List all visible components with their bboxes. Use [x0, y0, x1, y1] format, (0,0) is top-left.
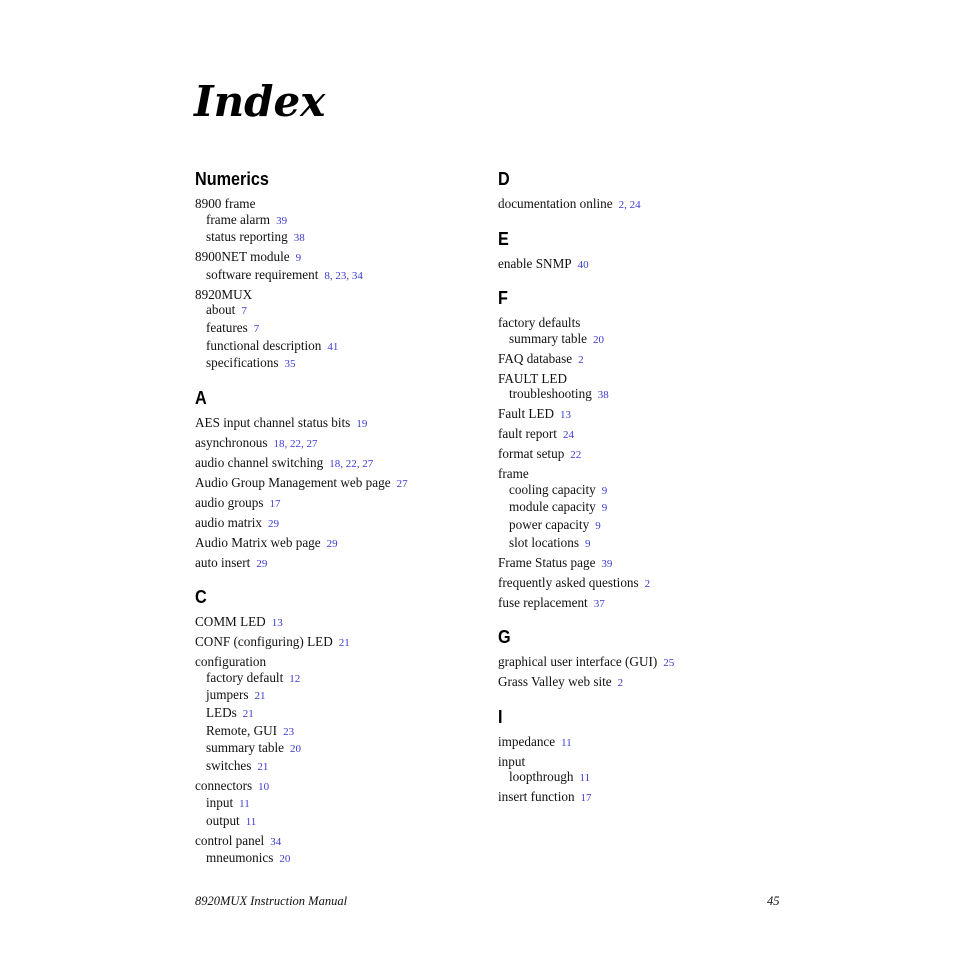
index-term: power capacity [509, 517, 590, 533]
index-subentry [195, 338, 485, 356]
index-subentry [195, 705, 485, 723]
index-term: fault report [498, 426, 557, 442]
page-link[interactable]: 41 [327, 340, 339, 353]
page-references [268, 518, 279, 530]
index-subentry [498, 535, 788, 553]
index-term: LEDs [206, 704, 237, 720]
footer-page-number: 45 [767, 894, 780, 908]
index-term: fuse replacement [498, 594, 588, 610]
index-section-list [498, 734, 788, 807]
index-entry [498, 256, 788, 274]
index-subentry [195, 723, 485, 741]
page-separator: , [356, 457, 363, 470]
page-link[interactable]: 20 [279, 853, 291, 866]
section-heading: G [498, 627, 511, 648]
index-entry [195, 515, 485, 533]
page-references [279, 853, 290, 865]
page-references [329, 458, 373, 470]
page-link[interactable]: 18 [273, 437, 285, 450]
page-separator: , [301, 437, 307, 450]
page-references [594, 598, 605, 610]
page-references [290, 743, 301, 755]
index-term: audio channel switching [195, 454, 324, 470]
index-term: factory default [206, 669, 284, 685]
index-entry [195, 435, 485, 453]
index-entry [195, 475, 485, 493]
page-link[interactable]: 2 [644, 577, 651, 590]
page-references [256, 558, 267, 570]
page-link[interactable]: 17 [269, 497, 281, 510]
index-subentry [498, 517, 788, 535]
index-term: input [206, 795, 234, 811]
page-references [255, 690, 266, 702]
index-term: output [206, 812, 240, 828]
index-term: factory defaults [498, 315, 581, 331]
index-subentry [195, 212, 485, 230]
index-entry [498, 371, 788, 387]
index-entry [498, 555, 788, 573]
page-references [619, 199, 641, 211]
page-references [570, 449, 581, 461]
index-term: summary table [509, 330, 588, 346]
page-references [598, 389, 609, 401]
page-references [272, 617, 283, 629]
index-subentry [498, 769, 788, 787]
page-link[interactable]: 19 [356, 417, 368, 430]
index-entry [195, 415, 485, 433]
index-term: module capacity [509, 499, 596, 515]
index-entry [195, 455, 485, 473]
index-entry [498, 466, 788, 482]
index-column-right [498, 166, 788, 807]
page-link[interactable]: 11 [239, 798, 250, 811]
index-entry [195, 495, 485, 513]
section-heading: C [195, 587, 207, 608]
index-term: CONF (configuring) LED [195, 634, 333, 650]
index-term: features [206, 319, 248, 335]
page-references [276, 215, 287, 227]
index-term: frame [498, 466, 529, 482]
index-section-list [195, 196, 485, 373]
index-term: cooling capacity [509, 481, 596, 497]
section-heading: D [498, 169, 510, 189]
index-term: auto insert [195, 554, 251, 570]
page-references [602, 502, 608, 514]
index-subentry [498, 386, 788, 404]
page-references [579, 772, 590, 784]
index-term: loopthrough [509, 769, 574, 785]
index-section-list [498, 196, 788, 214]
page-link[interactable]: 11 [245, 815, 257, 828]
index-term: 8900NET module [195, 249, 290, 265]
page-references [563, 429, 574, 441]
page-link[interactable]: 20 [290, 743, 302, 756]
page-separator: , [340, 457, 346, 470]
page-link[interactable]: 34 [270, 835, 282, 848]
index-term: COMM LED [195, 614, 266, 630]
page-link[interactable]: 35 [284, 358, 296, 371]
index-entry [498, 789, 788, 807]
index-entry [195, 778, 485, 796]
index-subentry [195, 302, 485, 320]
index-entry [498, 406, 788, 424]
index-section-list [498, 654, 788, 692]
index-section-list [498, 315, 788, 612]
index-term: mneumonics [206, 850, 274, 866]
index-term: 8920MUX [195, 286, 253, 302]
page-link[interactable]: 21 [254, 690, 266, 703]
page-link[interactable]: 9 [601, 484, 608, 497]
page-link[interactable]: 21 [338, 637, 350, 650]
page-link[interactable]: 2 [618, 199, 625, 211]
index-entry [195, 249, 485, 267]
page-references [254, 323, 260, 335]
page-references [294, 232, 305, 244]
page-link[interactable]: 25 [663, 657, 675, 670]
page-link[interactable]: 12 [289, 672, 301, 685]
page-references [283, 726, 294, 738]
page-references [663, 657, 674, 669]
page-references [578, 259, 589, 271]
page-link[interactable]: 27 [396, 477, 408, 490]
index-term: functional description [206, 337, 322, 353]
index-subentry [195, 320, 485, 338]
index-term: graphical user interface (GUI) [498, 654, 658, 670]
index-term: about [206, 302, 236, 318]
page-separator: , [624, 199, 630, 211]
index-term: FAULT LED [498, 370, 567, 386]
index-entry [498, 595, 788, 613]
page-link[interactable]: 13 [560, 409, 572, 422]
index-subentry [498, 499, 788, 517]
page-link[interactable]: 18 [329, 457, 341, 470]
index-entry [195, 287, 485, 303]
page-link[interactable]: 40 [577, 258, 589, 271]
section-heading: E [498, 228, 509, 249]
index-term: impedance [498, 733, 556, 749]
page-references [327, 538, 338, 550]
index-term: AES input channel status bits [195, 414, 351, 430]
page-link[interactable]: 21 [242, 707, 254, 720]
index-term: Audio Group Management web page [195, 474, 391, 490]
index-entry [498, 351, 788, 369]
index-entry [498, 315, 788, 331]
index-entry [195, 634, 485, 652]
index-term: slot locations [509, 534, 579, 550]
index-section-list [498, 256, 788, 274]
index-entry [498, 674, 788, 692]
index-entry [498, 426, 788, 444]
page-references [324, 270, 363, 282]
index-term: Audio Matrix web page [195, 534, 321, 550]
page-separator: , [284, 437, 291, 450]
page-references [593, 334, 604, 346]
page-link[interactable]: 22 [345, 457, 357, 470]
index-entry [498, 575, 788, 593]
page-link[interactable]: 29 [326, 537, 338, 550]
page-link[interactable]: 39 [601, 557, 613, 570]
page-references [339, 637, 350, 649]
page-link[interactable]: 23 [335, 269, 347, 282]
index-term: audio groups [195, 494, 264, 510]
page-separator: , [329, 269, 336, 282]
section-heading: Numerics [195, 169, 269, 189]
page-title: Index [194, 77, 326, 126]
index-subentry [195, 355, 485, 373]
index-term: Grass Valley web site [498, 674, 612, 690]
page-link[interactable]: 11 [561, 736, 572, 749]
page-link[interactable]: 34 [351, 269, 363, 282]
page-link[interactable]: 9 [601, 502, 608, 515]
index-entry [498, 754, 788, 770]
index-entry [498, 654, 788, 672]
page-references [270, 498, 281, 510]
page-link[interactable]: 9 [584, 537, 591, 550]
index-term: asynchronous [195, 434, 268, 450]
index-term: Fault LED [498, 406, 555, 422]
index-term: summary table [206, 740, 285, 756]
index-subentry [195, 740, 485, 758]
index-subentry [195, 670, 485, 688]
page-link[interactable]: 23 [283, 725, 295, 738]
index-subentry [498, 331, 788, 349]
page-link[interactable]: 7 [241, 305, 247, 318]
index-entry [195, 654, 485, 670]
index-subentry [195, 267, 485, 285]
page-link[interactable]: 11 [579, 772, 591, 785]
page-references [239, 798, 250, 810]
page-link[interactable]: 22 [570, 449, 582, 462]
index-entry [195, 196, 485, 212]
index-entry [195, 833, 485, 851]
index-term: input [498, 753, 526, 769]
index-term: status reporting [206, 229, 288, 245]
page-link[interactable]: 22 [290, 437, 302, 450]
index-entry [498, 734, 788, 752]
page-references [356, 418, 367, 430]
page-link[interactable]: 9 [295, 252, 302, 265]
index-term: specifications [206, 355, 279, 371]
index-subentry [195, 229, 485, 247]
page-references [246, 816, 257, 828]
index-entry [498, 196, 788, 214]
index-entry [195, 535, 485, 553]
page-link[interactable]: 9 [595, 520, 601, 533]
page-references [257, 761, 268, 773]
page-references [270, 836, 281, 848]
page-references [595, 520, 601, 532]
index-entry [195, 555, 485, 573]
page-references [645, 578, 651, 590]
section-heading: A [195, 387, 207, 408]
index-term: software requirement [206, 266, 319, 282]
page-link[interactable]: 38 [597, 389, 609, 402]
page-references [296, 252, 302, 264]
index-term: documentation online [498, 196, 613, 211]
index-term: Frame Status page [498, 554, 596, 570]
section-heading: F [498, 288, 508, 309]
index-subentry [195, 795, 485, 813]
page-link[interactable]: 27 [306, 437, 318, 450]
page-references [285, 358, 296, 370]
page-link[interactable]: 27 [362, 457, 374, 470]
index-term: format setup [498, 446, 565, 462]
page-separator: , [346, 269, 352, 282]
index-term: control panel [195, 832, 265, 848]
page-references [601, 558, 612, 570]
page-references [561, 737, 572, 749]
page-references [289, 673, 300, 685]
page-link[interactable]: 10 [258, 780, 270, 793]
page-references [585, 538, 591, 550]
page-references [258, 781, 269, 793]
page-references [241, 305, 247, 317]
index-term: Remote, GUI [206, 722, 278, 738]
index-subentry [498, 482, 788, 500]
index-term: 8900 frame [195, 196, 256, 211]
index-section-list [195, 614, 485, 868]
page-references [602, 485, 608, 497]
page-link[interactable]: 17 [580, 792, 592, 805]
page-references [327, 341, 338, 353]
index-subentry [195, 687, 485, 705]
section-heading: I [498, 706, 503, 727]
page-link[interactable]: 21 [257, 760, 269, 773]
index-term: frequently asked questions [498, 574, 639, 590]
footer-manual-title: 8920MUX Instruction Manual [195, 894, 348, 908]
index-term: connectors [195, 777, 253, 793]
page-references [618, 677, 624, 689]
index-subentry [195, 758, 485, 776]
page-references [578, 354, 584, 366]
page-link[interactable]: 38 [293, 232, 305, 245]
page-link[interactable]: 8 [324, 269, 330, 282]
index-term: insert function [498, 789, 575, 805]
index-subentry [195, 850, 485, 868]
page-references [397, 478, 408, 490]
page-link[interactable]: 2 [578, 353, 584, 366]
page-link[interactable]: 29 [256, 557, 268, 570]
page-link[interactable]: 29 [268, 517, 280, 530]
page-references [243, 708, 254, 720]
index-term: switches [206, 757, 252, 773]
index-term: FAQ database [498, 350, 573, 366]
page-link[interactable]: 24 [629, 199, 641, 211]
page-link[interactable]: 7 [253, 322, 260, 335]
index-term: audio matrix [195, 514, 263, 530]
index-term: jumpers [206, 687, 249, 703]
index-term: configuration [195, 654, 267, 670]
page-link[interactable]: 13 [271, 617, 283, 630]
index-term: enable SNMP [498, 255, 572, 271]
index-entry [498, 446, 788, 464]
index-term: troubleshooting [509, 386, 592, 402]
page-link[interactable]: 2 [617, 677, 624, 690]
index-column-left [195, 166, 485, 868]
page-link[interactable]: 20 [593, 333, 605, 346]
index-entry [195, 614, 485, 632]
index-subentry [195, 813, 485, 831]
index-term: frame alarm [206, 211, 271, 227]
page-references [560, 409, 571, 421]
page-references [581, 792, 592, 804]
page-link[interactable]: 24 [562, 429, 574, 442]
page-link[interactable]: 37 [593, 597, 605, 610]
page-link[interactable]: 39 [276, 214, 288, 227]
index-section-list [195, 415, 485, 572]
page-references [274, 438, 318, 450]
